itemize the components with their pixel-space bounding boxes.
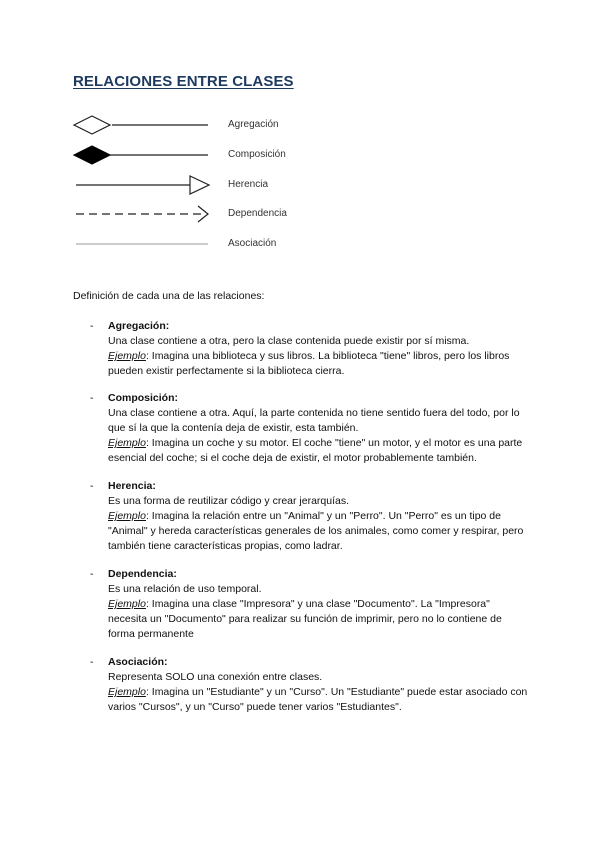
uml-legend-graphic: [70, 112, 310, 252]
section-example: [108, 597, 530, 642]
bullet-dash: -: [90, 656, 94, 668]
section-title: Agregación:: [108, 320, 170, 332]
section-title: Herencia:: [108, 480, 156, 492]
section-title: Composición:: [108, 392, 178, 404]
section-title: Dependencia:: [108, 568, 177, 580]
section-agregacion: [90, 319, 530, 379]
section-definition: Es una forma de reutilizar código y crear jerarquías.: [108, 495, 350, 507]
section-herencia: [90, 479, 530, 554]
example-label: Ejemplo: [108, 510, 146, 522]
section-asociacion: [90, 655, 530, 715]
bullet-dash: -: [90, 392, 94, 404]
example-text: : Imagina un coche y su motor. El coche "tiene" un motor, y el motor es una parte esencial del coche; si el coche deja de existir, el motor probablemente también.: [108, 437, 523, 464]
bullet-dash: -: [90, 480, 94, 492]
hollow-diamond-line-icon: [74, 116, 208, 134]
section-dependencia: [90, 567, 530, 642]
section-example: [108, 349, 530, 379]
section-title: Asociación:: [108, 656, 168, 668]
legend-label-agregacion: Agregación: [228, 119, 279, 130]
example-label: Ejemplo: [108, 350, 146, 362]
section-example: [108, 509, 530, 554]
section-example: [108, 436, 530, 466]
section-definition: Una clase contiene a otra, pero la clase contenida puede existir por sí misma.: [108, 335, 470, 347]
legend-label-composicion: Composición: [228, 149, 286, 160]
example-text: : Imagina una biblioteca y sus libros. La biblioteca "tiene" libros, pero los libros pueden existir perfectamente si la biblioteca cierra.: [108, 350, 510, 377]
legend-label-asociacion: Asociación: [228, 238, 277, 249]
page-title: RELACIONES ENTRE CLASES: [73, 73, 294, 90]
intro-text: Definición de cada una de las relaciones:: [73, 290, 265, 302]
legend-label-herencia: Herencia: [228, 179, 269, 190]
section-example: [108, 685, 530, 715]
legend-label-dependencia: Dependencia: [228, 208, 287, 219]
section-definition: Una clase contiene a otra. Aquí, la parte contenida no tiene sentido fuera del todo, por lo que sí la que la contenía deja de existir, esta también.: [108, 407, 520, 434]
example-label: Ejemplo: [108, 598, 146, 610]
bullet-dash: -: [90, 568, 94, 580]
filled-diamond-line-icon: [74, 146, 208, 164]
dashed-open-arrow-icon: [76, 206, 208, 222]
example-label: Ejemplo: [108, 686, 146, 698]
section-composicion: [90, 391, 530, 466]
section-definition: Es una relación de uso temporal.: [108, 583, 262, 595]
section-definition: Representa SOLO una conexión entre clases.: [108, 671, 323, 683]
example-text: : Imagina la relación entre un "Animal" y un "Perro". Un "Perro" es un tipo de "Animal" y hereda características generales de los animales, como comer y respirar, pero también tiene características propias, como ladrar.: [108, 510, 524, 552]
uml-legend: [70, 112, 310, 252]
example-label: Ejemplo: [108, 437, 146, 449]
example-text: : Imagina un "Estudiante" y un "Curso". Un "Estudiante" puede estar asociado con varios "Cursos", y un "Curso" puede tener varios "Estudiantes".: [108, 686, 528, 713]
example-text: : Imagina una clase "Impresora" y una clase "Documento". La "Impresora" necesita un "Documento" para realizar su función de imprimir, pero no lo contiene de forma permanente: [108, 598, 502, 640]
hollow-triangle-arrow-icon: [76, 176, 209, 194]
bullet-dash: -: [90, 320, 94, 332]
